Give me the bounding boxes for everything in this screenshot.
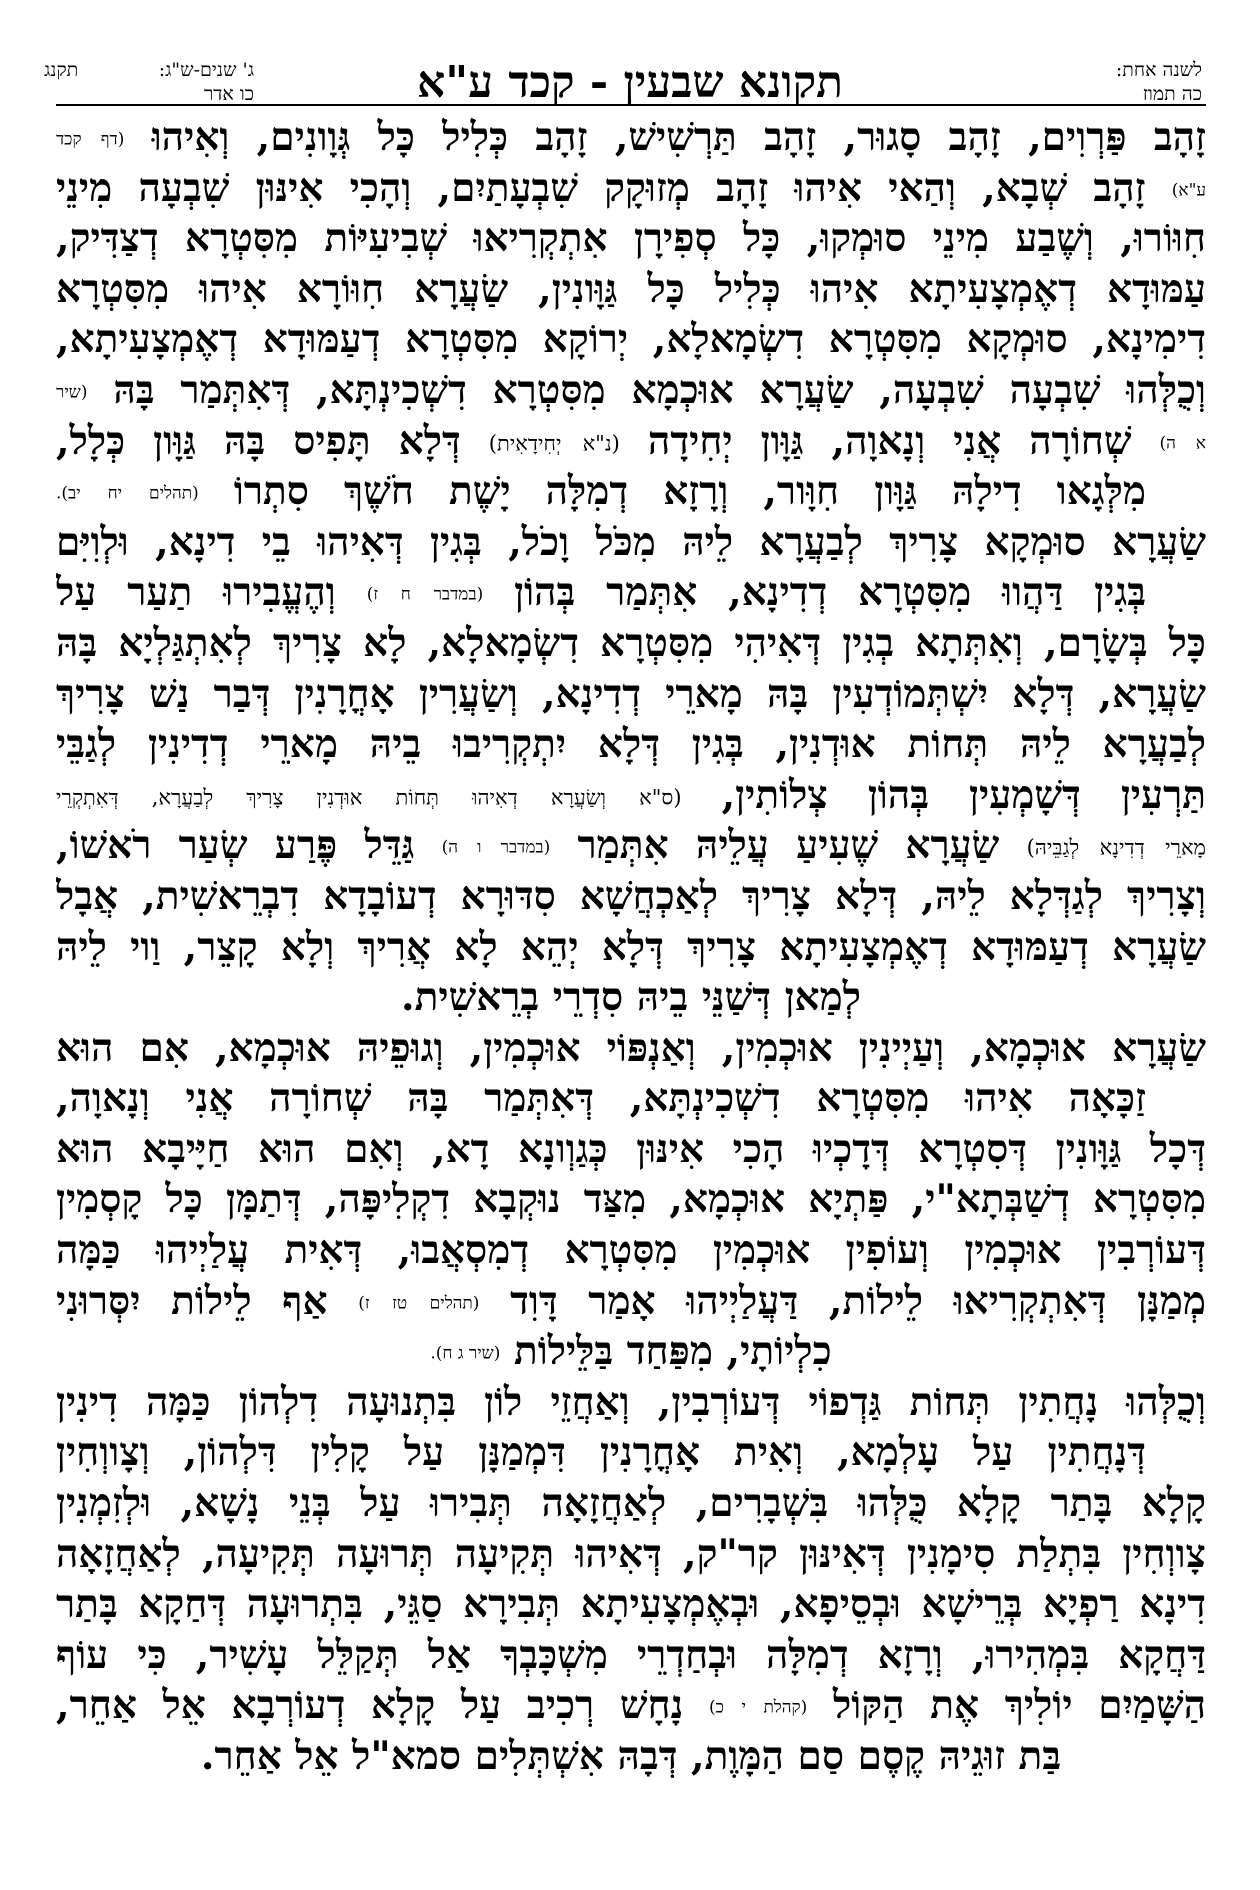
text-line (56, 517, 1206, 568)
text-segment: זָהָב שְׁבָא, וְהַאי אִיהוּ זָהָב מְזוּקָק שִׁבְעָתַיִם, וְהָכִי אִינּוּן שִׁבְעָה מִינֵי (56, 164, 1146, 211)
text-line (56, 365, 1206, 416)
text-segment: מִלְּגָאו דִילָהּ גַּוָּון חִוָּור, וְרָזָא דְמִלָּה יָשֶׁת חֹשֶׁךְ סִתְרוֹ (233, 468, 1147, 515)
text-segment: דְּלָא תָּפִיס בָּהּ גַּוָּון כְּלָל, (56, 417, 461, 464)
text-segment: דְּעוֹרְבִין אוּכְמִין וְעוֹפִין אוּכְמִין מִסִּטְרָא דְמִסְאֲבוּ, דְּאִית עֲלַיְיהוּ כַּמָּה (56, 1227, 1206, 1274)
text-line (56, 264, 1206, 315)
page-header (0, 0, 1260, 108)
text-line (56, 163, 1206, 214)
text-line (56, 719, 1206, 770)
text-line (56, 1427, 1206, 1478)
text-line (56, 972, 1206, 1023)
text-line (56, 820, 1206, 871)
text-segment: הַשָּׁמַיִם יוֹלִיךְ אֶת הַקּוֹל (833, 1682, 1206, 1729)
variant-note: (ס"א וְשַׂעֲרָא דְאִיהוּ תְּחוֹת אוּדְנִין צָרִיךְ לְבַעֲרָא, דְּאִתְקְרֵי (56, 785, 682, 810)
text-line (56, 1478, 1206, 1529)
text-segment: שַׂעֲרָא, דְּלָא יִשְׁתְּמוֹדְעִין בָּהּ מָארֵי דְדִינָא, וְשַׂעֲרִין אָחֳרָנִין דְּבַר נַשׁ צָרִיךְ (56, 670, 1206, 717)
text-line (56, 770, 1206, 821)
text-segment: אַף לֵילוֹת יִסְּרוּנִי (56, 1277, 328, 1324)
text-segment: וְהֶעֱבִירוּ תַעַר עַל (56, 569, 336, 616)
text-segment: זַכָּאָה אִיהוּ מִסִּטְרָא דִשְׁכִינְתָּא, דְּאִתְּמַר בָּהּ שְׁחוֹרָה אֲנִי וְנָאוָה, (56, 1075, 1146, 1122)
text-body (56, 112, 1206, 1782)
text-segment: דַּחֲקָא בִּמְהִירוּ, וְרָזָא דְמִלָּה וּבְחַדְרֵי מִשְׁכָּבְךָ אַל תְּקַלֵּל עָשִׁיר, כִּי עוֹף (56, 1631, 1206, 1678)
source-reference: (קהלת י כ) (708, 1698, 808, 1719)
text-segment: דְּכָל גַּוָּונִין דְּסִטְרָא דְּדָכְיוּ הָכִי אִינּוּן כְּגַוְונָא דָא, וְאִם הוּא חַיָּיבָא הוּא (56, 1125, 1206, 1172)
text-segment: נָחָשׁ רְכִיב עַל קָלָא דְעוֹרְבָא אֵל אַחֵר, (56, 1682, 684, 1729)
source-reference: (תהלים טז ז) (358, 1293, 480, 1314)
text-line (56, 314, 1206, 365)
page-title: תקונא שבעין - קכד ע"א (416, 57, 844, 108)
text-line (56, 416, 1206, 467)
text-line (56, 1377, 1206, 1428)
text-line (56, 669, 1206, 720)
text-line (56, 1326, 1206, 1377)
text-segment: וְכֻלְּהוּ שִׁבְעָה שִׁבְעָה, שַׂעֲרָא אוּכְמָא מִסִּטְרָא דִשְׁכִינְתָּא, דְּאִתְּמַר בָּהּ (113, 366, 1206, 413)
text-segment: לְמַאן דְּשַׁנֵּי בֵיהּ סִדְרֵי בְרֵאשִׁית. (401, 974, 861, 1021)
text-line (56, 1276, 1206, 1327)
text-line (56, 1579, 1206, 1630)
text-line (56, 1630, 1206, 1681)
source-reference: ע"א) (1171, 180, 1206, 201)
text-segment: כִלְיוֹתָי, מִפַּחַד בַּלֵּילוֹת (513, 1328, 832, 1375)
schedule-date: כה תמוז (1142, 83, 1202, 105)
text-line (56, 112, 1206, 163)
text-segment: דִינָא רַפְיָא בְּרֵישָׁא וּבְסֵיפָא, וּבְאֶמְצָעִיתָא תְּבִירָא סַגֵּי, בִּתְרוּעָה דְּחַקָא בָּתַר (56, 1581, 1206, 1628)
text-segment: תַּרְעִין דְּשָׁמְעִין בְּהוֹן צְלוֹתִין, (721, 771, 1206, 818)
text-segment: דִימִינָא, סוּמְקָא מִסִּטְרָא דִשְׂמָאלָא, יְרוֹקָא מִסִּטְרָא דְעַמּוּדָא דְאֶמְצָעִיתָא, (56, 316, 1206, 363)
text-line (56, 618, 1206, 669)
text-segment: זָהָב פַּרְוִים, זָהָב סָגוּר, זָהָב תַּרְשִׁישׁ, זָהָב כְּלִיל כָּל גְּוָונִים, וְאִיהוּ (151, 114, 1206, 160)
text-segment: דְּנָחֲתִין עַל עָלְמָא, וְאִית אָחֳרָנִין דִּמְמַנָּן עַל קָלִין דִּלְהוֹן, וְצָווְחִין (56, 1429, 1146, 1476)
text-line (56, 871, 1206, 922)
text-line (56, 922, 1206, 973)
text-line (56, 567, 1206, 618)
source-reference: (דף קכד (56, 129, 125, 150)
source-reference: א ה) (1159, 433, 1206, 454)
text-segment: שַׂעֲרָא שֶׁעִיעַ עֲלֵיהּ אִתְּמַר (577, 822, 1000, 869)
text-segment: בְּגִין דַּהֲווּ מִסִּטְרָא דְדִינָא, אִתְּמַר בְּהוֹן (514, 569, 1146, 616)
schedule-date: כו אדר (203, 83, 254, 105)
text-segment: קָלָא בָּתַר קָלָא כֻּלְּהוּ בִּשְׁבָרִים, לְאַחֲזָאָה תְּבִירוּ עַל בְּנֵי נָשָׁא, וּלְזִמְנִין (56, 1480, 1206, 1527)
text-segment: וְכֻלְּהוּ נָחֲתִין תְּחוֹת גַּדְפוֹי דְּעוֹרְבִין, וְאַחֲזֵי לוֹן בִּתְנוּעָה דִלְהוֹן כַּמָּה דִינִין (56, 1378, 1206, 1425)
variant-note: מָארֵי דְדִינָא לְגַבֵּיהּ) (1026, 836, 1206, 861)
text-segment: כָּל בְּשָׂרָם, וְאִתְּתָא בְגִין דְּאִיהִי מִסִּטְרָא דִשְׂמָאלָא, לָא צָרִיךְ לְאִתְגַּלְיָא בָּהּ (56, 619, 1206, 666)
variant-note: (נ"א יְחִידָאִית) (488, 431, 620, 456)
text-segment: שְׁחוֹרָה אֲנִי וְנָאוָה, גַּוָּון יְחִידָה (647, 417, 1132, 464)
text-segment: צָווְחִין בִּתְלַת סִימָנִין דְּאִינּוּן קר"ק, דְּאִיהוּ תְּקִיעָה תְּרוּעָה תְּקִיעָה, לְאַחֲזָאָה (56, 1530, 1206, 1577)
page-number: תקנג (44, 59, 79, 81)
text-line (56, 466, 1206, 517)
text-segment: לְבַעֲרָא לֵיהּ תְּחוֹת אוּדְנִין, בְּגִין דְּלָא יִתְקְרִיבוּ בֵיהּ מָארֵי דְדִינִין לְגַבֵּי (56, 721, 1206, 768)
text-line (56, 1680, 1206, 1731)
study-schedule-three-years (44, 58, 254, 106)
text-line (56, 1731, 1206, 1782)
source-reference: (שיר ג ח). (430, 1343, 501, 1364)
header-divider (56, 104, 1206, 106)
text-line (56, 1023, 1206, 1074)
schedule-label: לשנה אחת: (1115, 59, 1202, 81)
text-segment: עַמּוּדָא דְאֶמְצָעִיתָא אִיהוּ כְּלִיל כָּל גַּוָּונִין, שַׂעֲרָא חִוּוֹרָא אִיהוּ מִסִּטְרָא (56, 265, 1206, 312)
text-segment: שַׂעֲרָא דְעַמּוּדָא דְאֶמְצָעִיתָא צָרִיךְ דְּלָא יְהֵא לָא אֲרִיךְ וְלָא קָצֵר, וַוי לֵיהּ (56, 923, 1206, 970)
text-segment: חִוּוֹרוּ, וְשֶׁבַע מִינֵי סוּמְקוּ, כָּל סְפִירָן אִתְקְרִיאוּ שְׁבִיעִיּוֹת מִסִּטְרָא דְצַדִּיק, (56, 215, 1206, 262)
text-segment: וְצָרִיךְ לְגַדְּלָא לֵיהּ, דְּלָא צָרִיךְ לְאַכְחֲשָׁא סִדּוּרָא דְעוֹבָדָא דִבְרֵאשִׁית, אֲבָל (56, 872, 1206, 919)
source-reference: (במדבר ח ז) (366, 585, 484, 606)
text-line (56, 1174, 1206, 1225)
text-line (56, 213, 1206, 264)
text-line (56, 1124, 1206, 1175)
text-segment: גַּדֵּל פֶּרַע שְׂעַר רֹאשׁוֹ, (56, 822, 415, 869)
text-line (56, 1225, 1206, 1276)
source-reference: (שיר (56, 382, 88, 403)
text-segment: מִסִּטְרָא דְשַׁבְּתָא"י, פַּתְיָא אוּכְמָא, מִצַּד נוּקְבָא דִקְלִיפָּה, דְּתַמָּן כָּל קָסְמִין (56, 1176, 1206, 1223)
text-line (56, 1529, 1206, 1580)
text-line (56, 1073, 1206, 1124)
text-segment: בַּת זוּגֵיהּ קֶסֶם סַם הַמָּוֶת, דְּבָהּ אִשְׁתְּלִים סמא"ל אֵל אַחֵר. (200, 1733, 1062, 1779)
source-reference: (תהלים יח יב). (56, 483, 199, 504)
source-reference: (במדבר ו ה) (441, 838, 551, 859)
text-segment: שַׂעֲרָא אוּכְמָא, וְעַיְינִין אוּכְמִין, וְאַנְפּוֹי אוּכְמִין, וְגוּפֵיהּ אוּכְמָא, אִם הוּא (56, 1024, 1206, 1071)
text-segment: שַׂעֲרָא סוּמְקָא צָרִיךְ לְבַעֲרָא לֵיהּ מִכֹּל וָכֹל, בְּגִין דְּאִיהוּ בֵי דִינָא, וּלְוִיִּם (56, 518, 1206, 565)
schedule-label: ג' שנים-ש"ג: (158, 59, 254, 81)
text-segment: מְמַנָּן דְּאִתְקְרִיאוּ לֵילוֹת, דַּעֲלַיְיהוּ אָמַר דָּוִד (510, 1277, 1206, 1324)
